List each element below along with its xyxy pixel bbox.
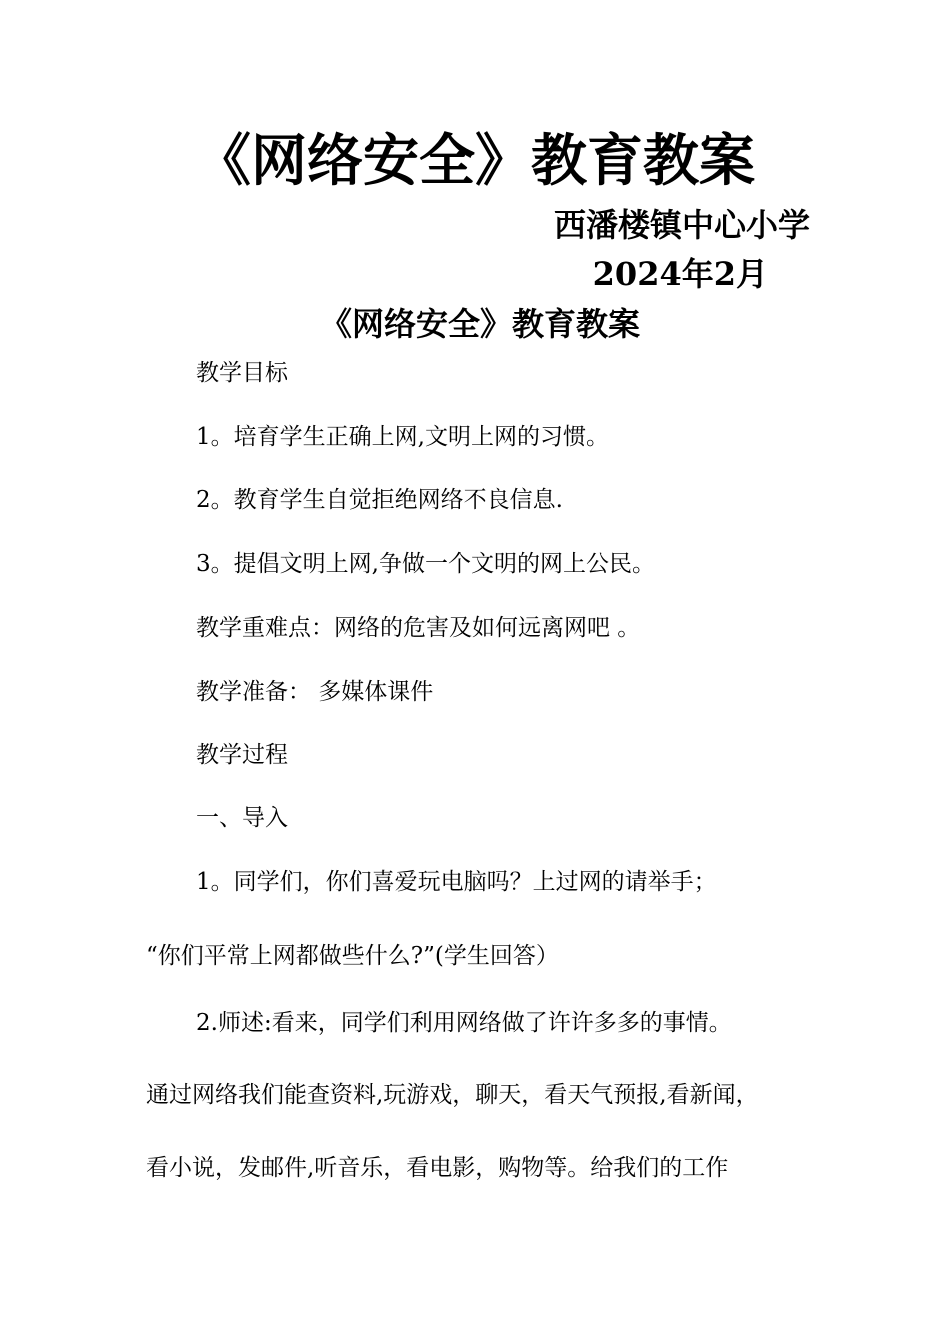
paragraph: 1。培育学生正确上网,文明上网的习惯。 bbox=[196, 424, 609, 450]
main-title: 《网络安全》教育教案 bbox=[195, 128, 755, 194]
paragraph: 一、导入 bbox=[196, 805, 288, 831]
paragraph: 教学目标 bbox=[196, 360, 288, 386]
document-date: 2024年2月 bbox=[592, 255, 768, 293]
section-title: 《网络安全》教育教案 bbox=[319, 305, 640, 343]
paragraph: 3。提倡文明上网,争做一个文明的网上公民。 bbox=[196, 551, 655, 577]
paragraph: 2。教育学生自觉拒绝网络不良信息. bbox=[196, 487, 563, 513]
paragraph: 2.师述:看来，同学们利用网络做了许许多多的事情。 bbox=[196, 1010, 732, 1036]
paragraph: 教学重难点：网络的危害及如何远离网吧 。 bbox=[196, 615, 641, 641]
paragraph: 教学准备： 多媒体课件 bbox=[196, 679, 434, 705]
paragraph: “你们平常上网都做些什么?”(学生回答） bbox=[146, 943, 559, 969]
paragraph: 通过网络我们能查资料,玩游戏，聊天，看天气预报,看新闻， bbox=[146, 1082, 759, 1108]
paragraph: 1。同学们，你们喜爱玩电脑吗？上过网的请举手； bbox=[196, 869, 717, 895]
paragraph: 看小说，发邮件,听音乐，看电影，购物等。给我们的工作 bbox=[146, 1155, 729, 1181]
paragraph: 教学过程 bbox=[196, 742, 288, 768]
school-name: 西潘楼镇中心小学 bbox=[553, 206, 810, 244]
